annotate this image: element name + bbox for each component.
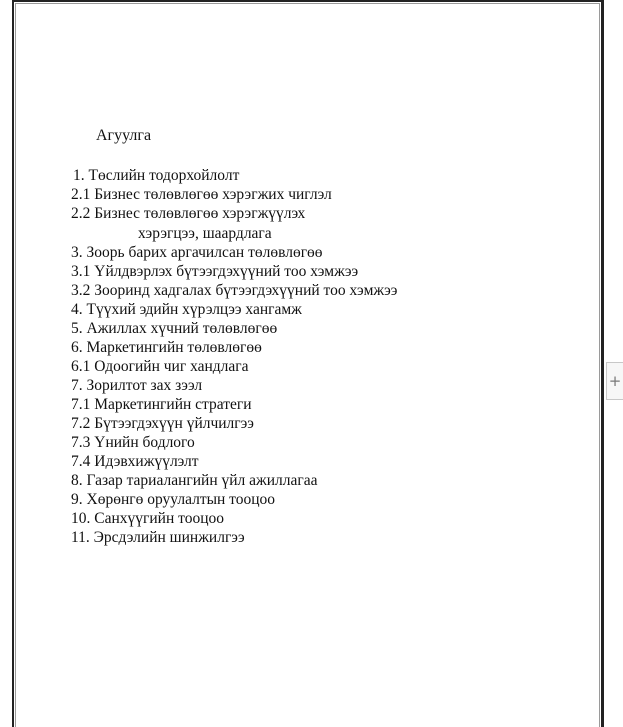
toc-item: 6.1 Одоогийн чиг хандлага xyxy=(71,358,249,375)
toc-item: 8. Газар тариалангийн үйл ажиллагаа xyxy=(71,472,318,489)
toc-item: 7.2 Бүтээгдэхүүн үйлчилгээ xyxy=(71,415,254,432)
toc-item: 7. Зорилтот зах зээл xyxy=(71,377,203,394)
toc-item: 6. Маркетингийн төлөвлөгөө xyxy=(71,339,262,356)
plus-icon: + xyxy=(608,372,622,390)
toc-item: 1. Төслийн тодорхойлолт xyxy=(73,167,240,184)
toc-item: 2.1 Бизнес төлөвлөгөө хэрэгжих чиглэл xyxy=(71,186,332,203)
expand-panel-button[interactable] xyxy=(606,362,623,400)
toc-item: хэрэгцээ, шаардлага xyxy=(138,225,272,242)
toc-item: 2.2 Бизнес төлөвлөгөө хэрэгжүүлэх xyxy=(71,205,306,222)
toc-item: 3. Зоорь барих аргачилсан төлөвлөгөө xyxy=(71,244,323,261)
toc-item: 7.4 Идэвхижүүлэлт xyxy=(71,453,199,470)
toc-title: Агуулга xyxy=(96,127,152,144)
toc-item: 11. Эрсдэлийн шинжилгээ xyxy=(71,529,245,546)
toc-item: 7.3 Үнийн бодлого xyxy=(71,434,195,451)
toc-item: 3.2 Зооринд хадгалах бүтээгдэхүүний тоо хэмжээ xyxy=(71,282,398,299)
toc-item: 9. Хөрөнгө оруулалтын тооцоо xyxy=(71,491,276,508)
toc-item: 3.1 Үйлдвэрлэх бүтээгдэхүүний тоо хэмжээ xyxy=(71,263,359,280)
toc-item: 5. Ажиллах хүчний төлөвлөгөө xyxy=(71,320,278,337)
toc-item: 7.1 Маркетингийн стратеги xyxy=(71,396,252,413)
toc-item: 10. Санхүүгийн тооцоо xyxy=(71,510,224,527)
toc-item: 4. Түүхий эдийн хүрэлцээ хангамж xyxy=(71,301,302,318)
